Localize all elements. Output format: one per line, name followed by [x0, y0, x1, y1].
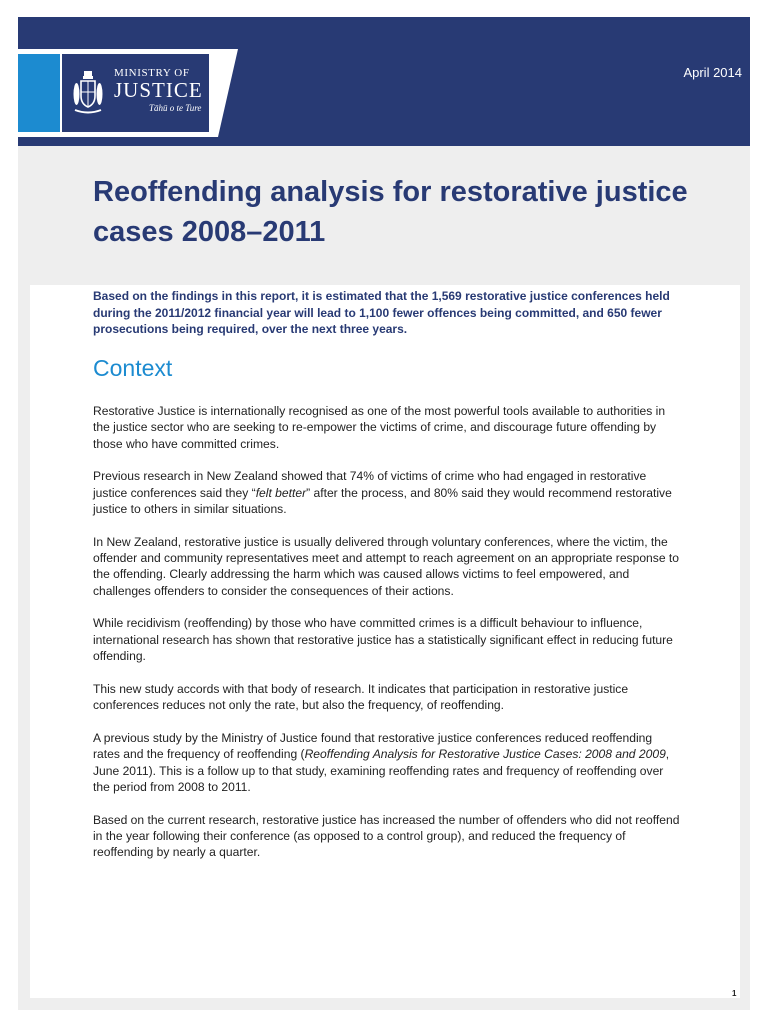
context-paragraph: This new study accords with that body of research. It indicates that participation in restorative justice conferences reduces not only the rate, but also the frequency, of reoffending.: [93, 681, 629, 713]
coat-of-arms-icon: [72, 70, 104, 116]
context-heading: Context: [93, 355, 173, 381]
header-banner: [18, 17, 750, 146]
context-paragraph: Based on the current research, restorative justice has increased the number of offenders who did not reoffend in the year following their conference (as opposed to a control group), and reduced the frequency of reoffending by nearly a quarter.: [93, 812, 680, 860]
content-panel: [30, 285, 740, 998]
logo-text-ministry: MINISTRY OF: [114, 67, 190, 79]
logo-text-maori: Tāhū o te Ture: [149, 103, 202, 113]
context-paragraph: A previous study by the Ministry of Justice found that restorative justice conferences reduced reoffending rates and the frequency of reoffending (Reoffending Analysis for Restorative Justice Cases: 2008 and 2009, June 2011). This is a follow up to that study, examining reoffending rates and frequency of reoffending over the period from 2008 to 2011.: [93, 730, 670, 794]
ministry-logo: [62, 54, 209, 132]
context-paragraph: Previous research in New Zealand showed that 74% of victims of crime who had engaged in restorative justice conferences said they “felt better” after the process, and 80% said they would recommend restorative justice to others in similar situations.: [93, 469, 672, 516]
context-body: [93, 403, 681, 877]
context-paragraph: Restorative Justice is internationally recognised as one of the most powerful tools available to authorities in the justice sector who are seeking to re-empower the victims of crime, and discourage future offending by those who have committed crimes.: [93, 404, 666, 451]
summary-paragraph: Based on the findings in this report, it is estimated that the 1,569 restorative justice conferences held during the 2011/2012 financial year will lead to 1,100 fewer offences being committed, and 650 fewer prosecutions being required, over the next three years.: [93, 289, 670, 336]
logo-stripe: [18, 54, 60, 132]
report-title: Reoffending analysis for restorative justice cases 2008–2011: [93, 176, 688, 248]
page-number: 1: [732, 989, 737, 998]
logo-text-justice: JUSTICE: [114, 78, 203, 102]
context-paragraph: While recidivism (reoffending) by those who have committed crimes is a difficult behaviour to influence, international research has shown that restorative justice has a statistically significant effect in reducing future offending.: [93, 616, 673, 664]
report-date: April 2014: [683, 65, 742, 80]
context-paragraph: In New Zealand, restorative justice is usually delivered through voluntary conferences, where the victim, the offender and community representatives meet and attempt to reach agreement on an appropriate response to the offending. Clearly addressing the harm which was caused allows victims to feel empowered, and challenges offenders to consider the consequences of their actions.: [93, 534, 680, 598]
